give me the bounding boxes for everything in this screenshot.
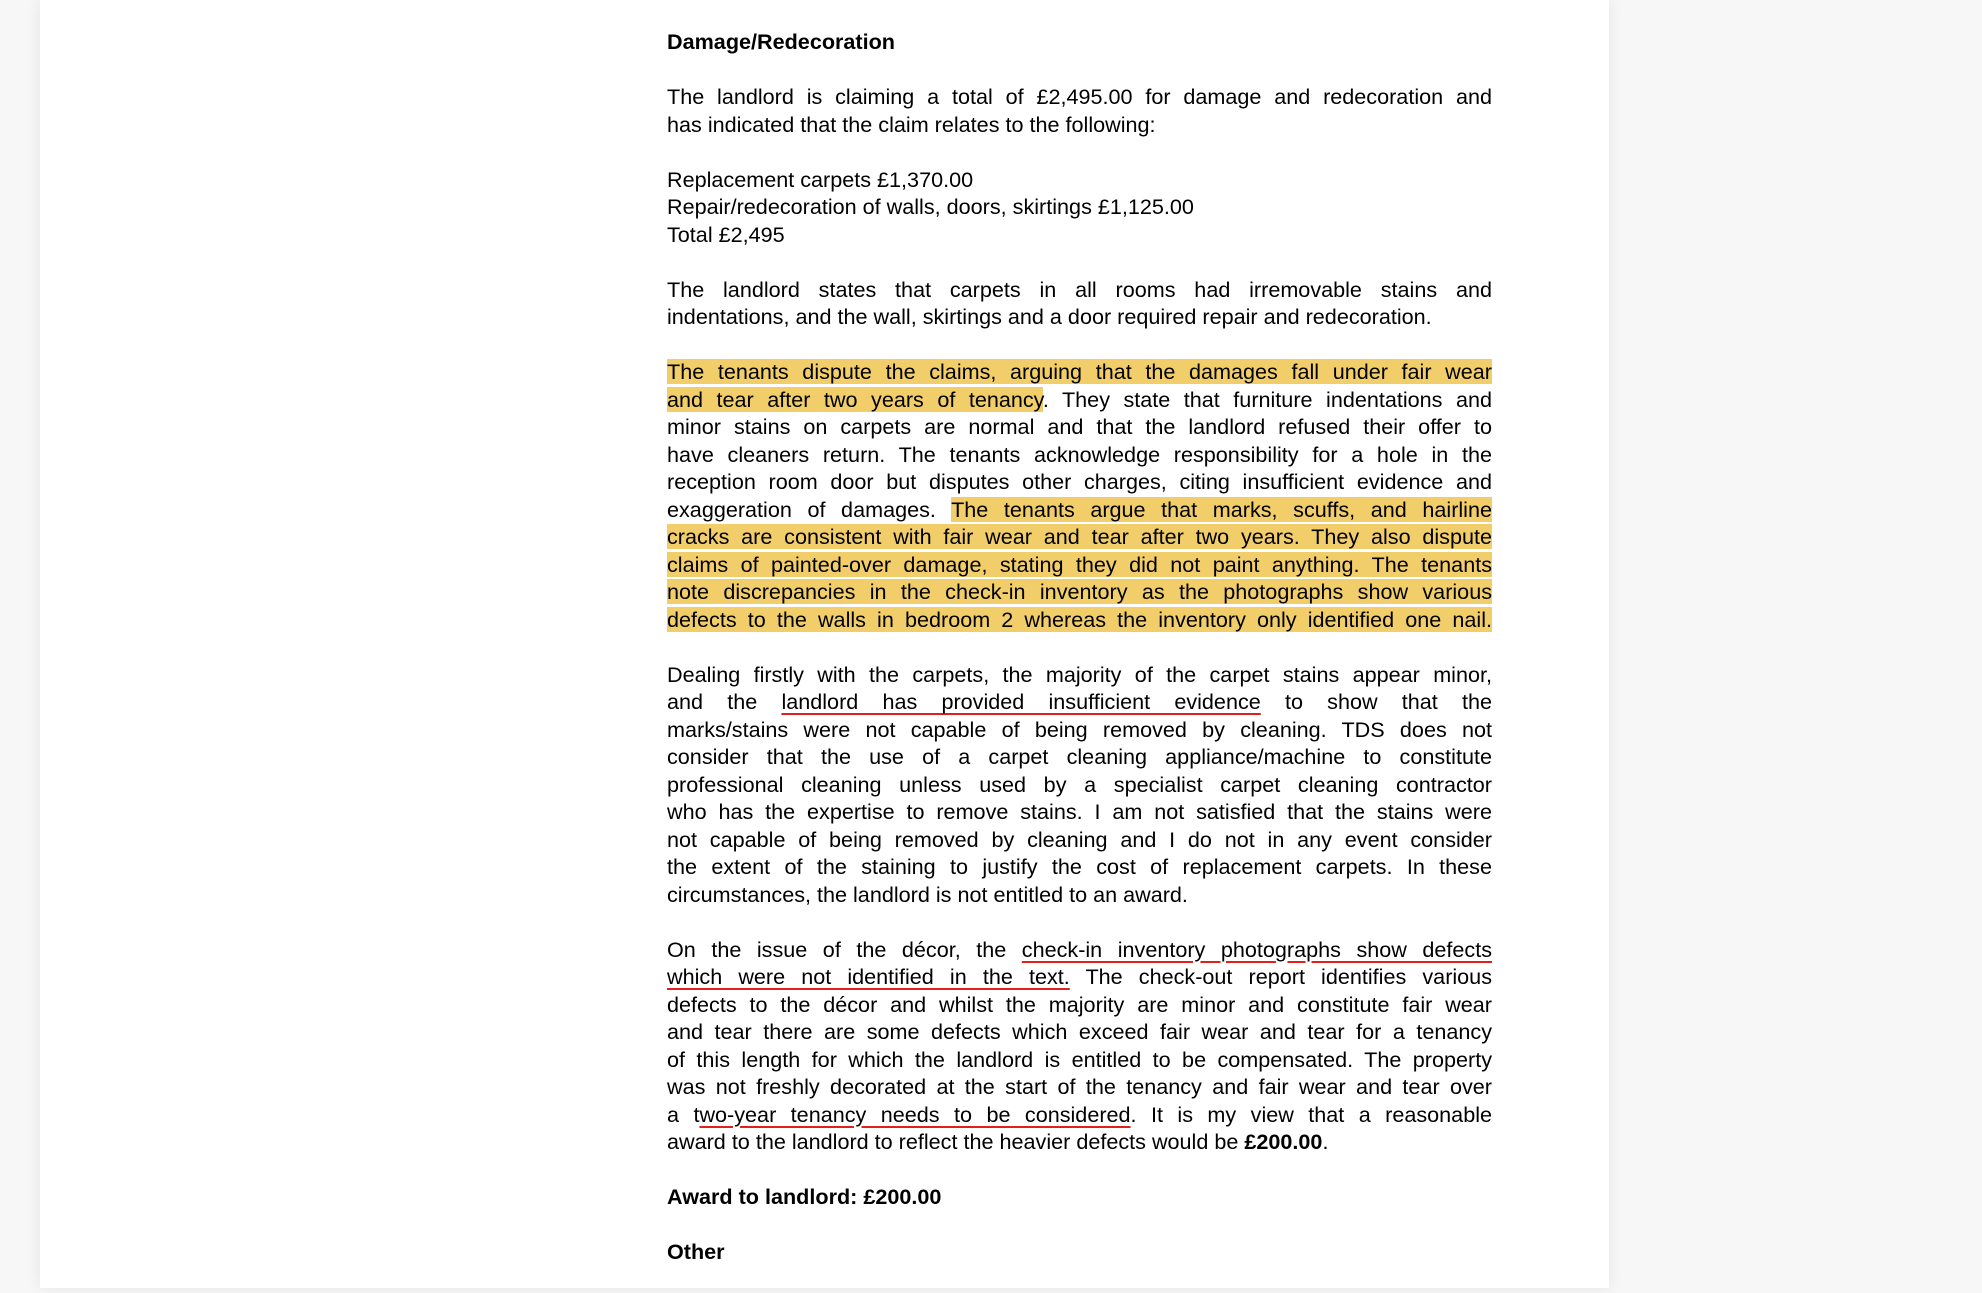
- text: a t: [667, 1101, 700, 1127]
- highlighted-text: claims of painted-over damage, stating they did not paint anything. The tenants: [667, 551, 1492, 577]
- text-line: [667, 606, 1492, 634]
- text: The landlord is claiming a total of £2,495.00 for damage and redecoration and: [667, 84, 1492, 109]
- text: professional cleaning unless used by a specialist carpet cleaning contractor: [667, 771, 1492, 797]
- text-line: [667, 1101, 1492, 1129]
- text-line: [667, 221, 1492, 249]
- highlighted-text: note discrepancies in the check-in inventory as the photographs show various: [667, 579, 1492, 604]
- bold-text: £200.00: [1244, 1129, 1323, 1154]
- text-line: [667, 1128, 1492, 1156]
- highlighted-text: defects to the walls in bedroom 2 whereas the inventory only identified one nail.: [667, 606, 1492, 632]
- text: Dealing firstly with the carpets, the majority of the carpet stains appear minor,: [667, 661, 1492, 687]
- text: and the: [667, 689, 782, 714]
- underlined-text: check-in inventory photographs show defects: [1021, 936, 1492, 962]
- underlined-text: which were not identified in the text.: [667, 964, 1070, 989]
- text: have cleaners return. The tenants acknowledge responsibility for a hole in the: [667, 441, 1492, 467]
- text-line: [667, 798, 1492, 826]
- text: . They state that furniture indentations and: [1042, 386, 1492, 412]
- text: .: [1322, 1129, 1329, 1154]
- text-line: [667, 936, 1492, 964]
- section-heading: [667, 1238, 1492, 1266]
- underlined-text: wo-year tenancy needs to be considered: [699, 1101, 1131, 1127]
- text: indentations, and the wall, skirtings and a door required repair and redecoration.: [667, 304, 1432, 329]
- text-line: [667, 826, 1492, 854]
- highlighted-text: The tenants argue that marks, scuffs, and hairline: [951, 496, 1492, 522]
- text-line: [667, 1018, 1492, 1046]
- text-line: [667, 468, 1492, 496]
- text-line: [667, 661, 1492, 689]
- highlighted-text: The tenants dispute the claims, arguing that the damages fall under fair wear: [667, 359, 1492, 384]
- text-line: [667, 166, 1492, 194]
- text-line: [667, 881, 1492, 909]
- text-line: [667, 413, 1492, 441]
- text-line: [667, 1046, 1492, 1074]
- text: Repair/redecoration of walls, doors, skirtings £1,125.00: [667, 194, 1194, 219]
- bold-text: Award to landlord: £200.00: [667, 1184, 942, 1209]
- text-line: [667, 1073, 1492, 1101]
- text-line: [667, 28, 1492, 56]
- document-page: [40, 0, 1609, 1288]
- text-line: [667, 111, 1492, 139]
- text: consider that the use of a carpet cleaning appliance/machine to constitute: [667, 744, 1492, 769]
- bold-text: Other: [667, 1239, 725, 1264]
- text-line: [667, 523, 1492, 551]
- highlighted-text: and tear after two years of tenancy: [667, 386, 1043, 412]
- text-line: [667, 551, 1492, 579]
- text: The landlord states that carpets in all rooms had irremovable stains and: [667, 276, 1492, 302]
- text: who has the expertise to remove stains. I am not satisfied that the stains were: [667, 799, 1492, 824]
- text: Total £2,495: [667, 221, 785, 247]
- text-line: [667, 193, 1492, 221]
- text: and tear there are some defects which exceed fair wear and tear for a tenancy: [667, 1019, 1492, 1044]
- paragraph: [667, 936, 1492, 1156]
- text-line: [667, 441, 1492, 469]
- text-line: [667, 991, 1492, 1019]
- claim-list: [667, 166, 1492, 249]
- text-line: [667, 1238, 1492, 1266]
- bold-text: Damage/Redecoration: [667, 29, 895, 54]
- text-line: [667, 386, 1492, 414]
- text-line: [667, 83, 1492, 111]
- text-line: [667, 496, 1492, 524]
- text: not capable of being removed by cleaning and I do not in any event consider: [667, 826, 1492, 852]
- text-line: [667, 358, 1492, 386]
- underlined-text: landlord has provided insufficient evidence: [781, 689, 1261, 714]
- text: circumstances, the landlord is not entitled to an award.: [667, 881, 1188, 907]
- text: the extent of the staining to justify the cost of replacement carpets. In these: [667, 854, 1492, 879]
- text-line: [667, 303, 1492, 331]
- text: minor stains on carpets are normal and that the landlord refused their offer to: [667, 414, 1492, 439]
- text: On the issue of the décor, the: [667, 936, 1022, 962]
- text: marks/stains were not capable of being removed by cleaning. TDS does not: [667, 716, 1492, 742]
- text-line: [667, 688, 1492, 716]
- text: . It is my view that a reasonable: [1130, 1101, 1492, 1127]
- text-line: [667, 963, 1492, 991]
- section-heading: [667, 28, 1492, 56]
- text-line: [667, 743, 1492, 771]
- text-line: [667, 578, 1492, 606]
- text: exaggeration of damages.: [667, 496, 952, 522]
- paragraph: [667, 83, 1492, 138]
- text-line: [667, 276, 1492, 304]
- text: was not freshly decorated at the start of the tenancy and fair wear and tear over: [667, 1074, 1492, 1099]
- paragraph: [667, 661, 1492, 909]
- document-content: [667, 28, 1492, 1293]
- text-line: [667, 771, 1492, 799]
- text: has indicated that the claim relates to the following:: [667, 111, 1156, 137]
- paragraph: [667, 276, 1492, 331]
- text-line: [667, 853, 1492, 881]
- text: reception room door but disputes other charges, citing insufficient evidence and: [667, 469, 1492, 494]
- text-line: [667, 1183, 1492, 1211]
- text: defects to the décor and whilst the majority are minor and constitute fair wear: [667, 991, 1492, 1017]
- text: to show that the: [1260, 689, 1492, 714]
- text: of this length for which the landlord is entitled to be compensated. The property: [667, 1046, 1492, 1072]
- section-heading: [667, 1183, 1492, 1211]
- highlighted-text: cracks are consistent with fair wear and tear after two years. They also dispute: [667, 524, 1492, 549]
- text: Replacement carpets £1,370.00: [667, 166, 974, 192]
- text-line: [667, 716, 1492, 744]
- text: award to the landlord to reflect the heavier defects would be: [667, 1129, 1245, 1154]
- text: The check-out report identifies various: [1069, 964, 1492, 989]
- paragraph: [667, 358, 1492, 633]
